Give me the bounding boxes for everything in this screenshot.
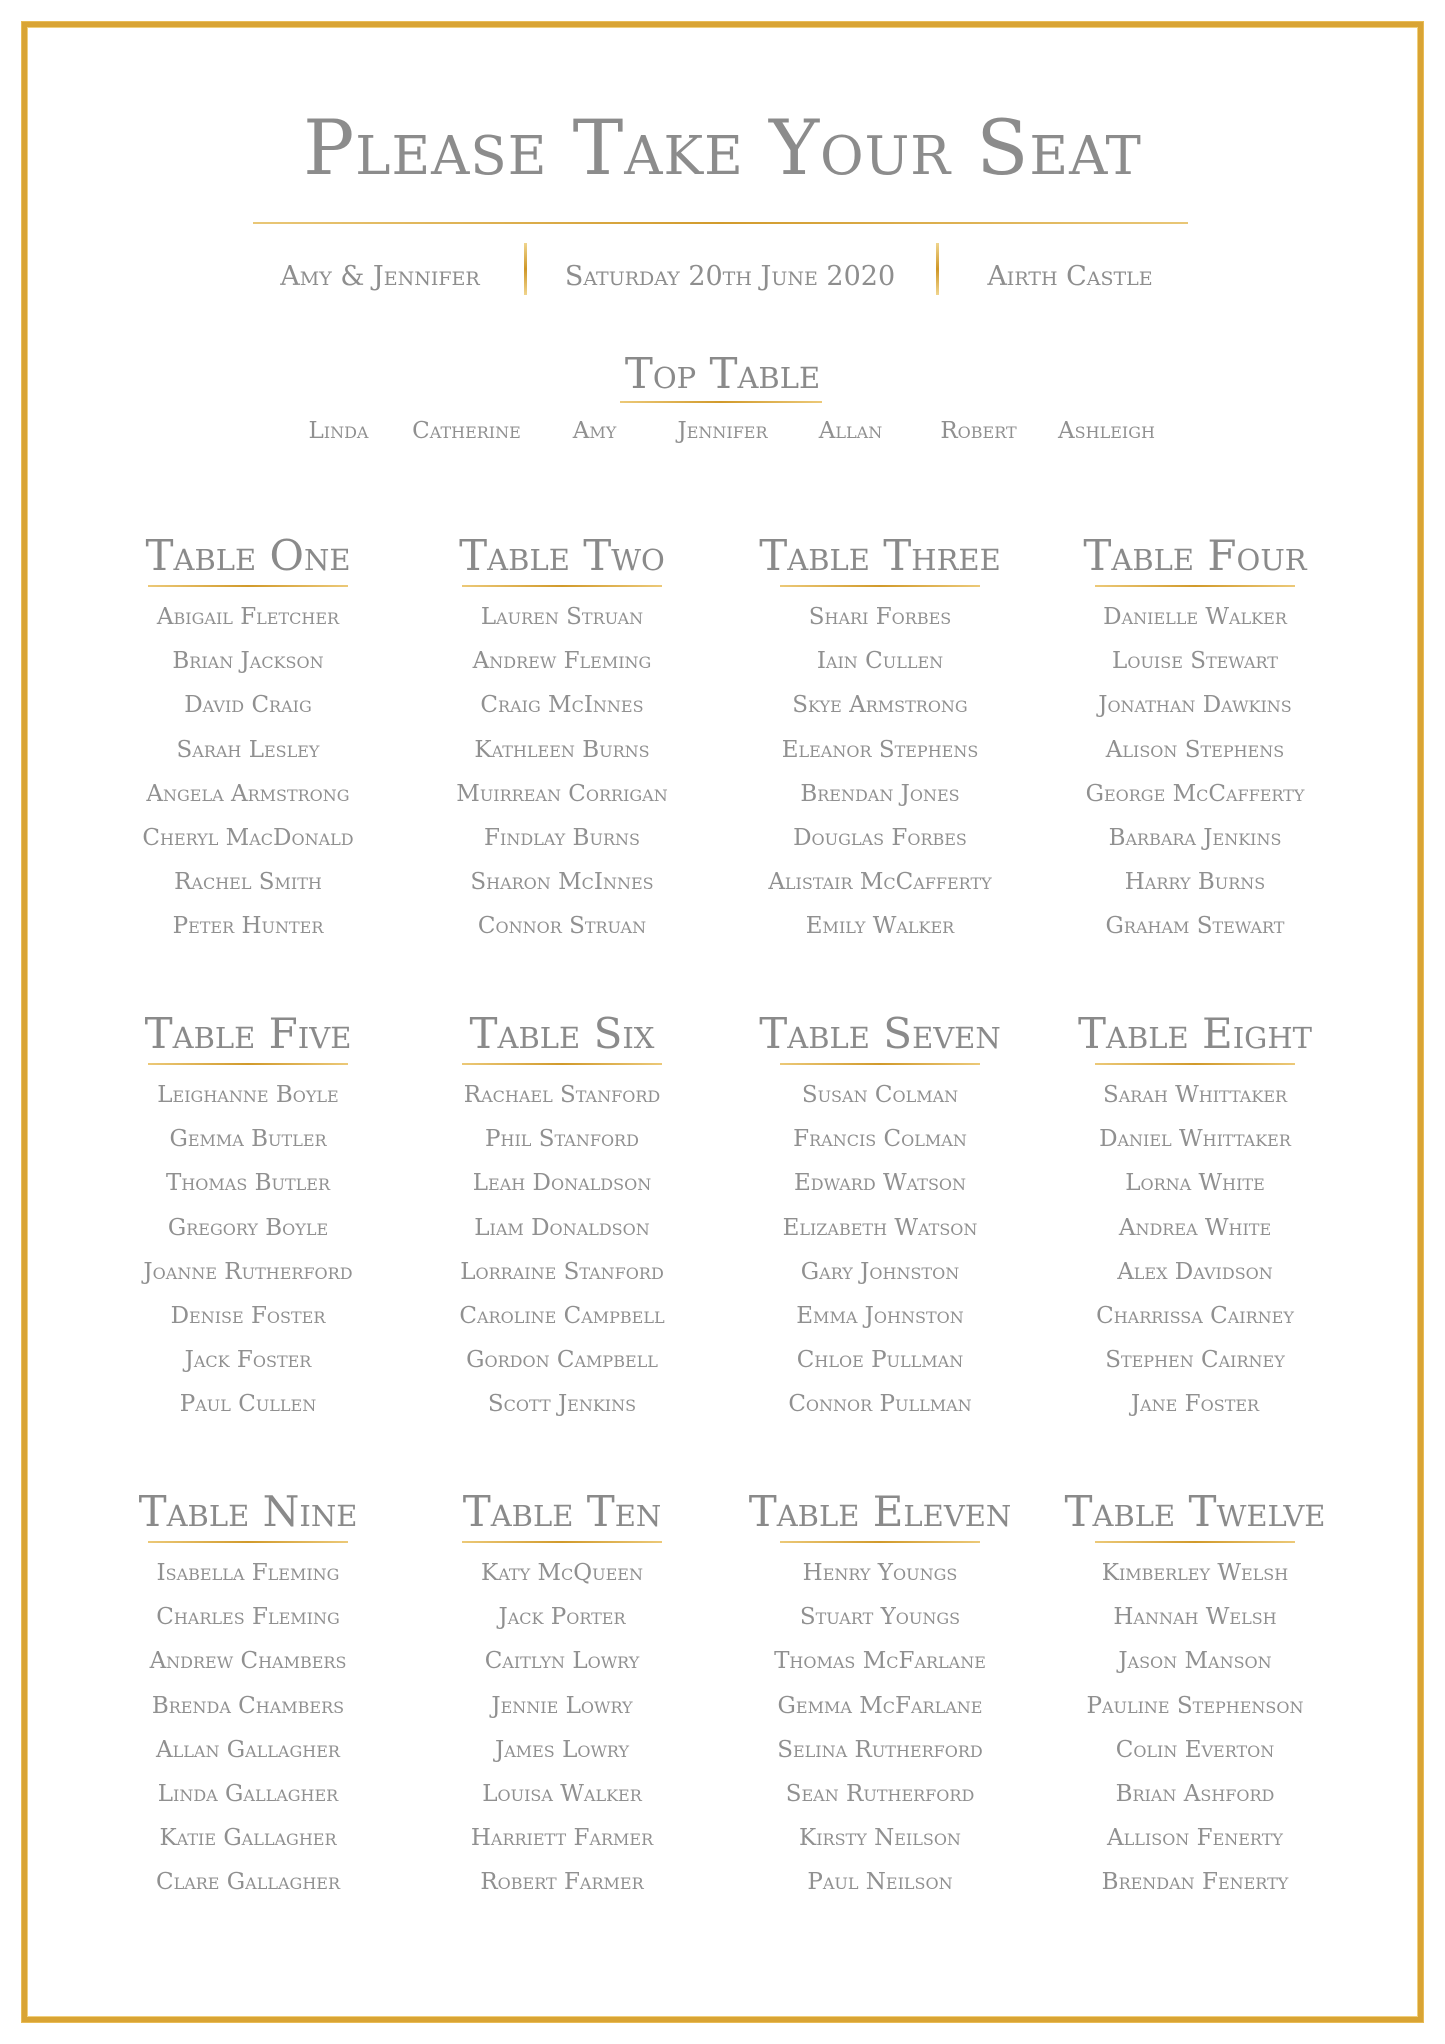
guest-name: Stuart Youngs xyxy=(799,1604,961,1631)
guest-name: Shari Forbes xyxy=(808,604,952,630)
couple-names: Amy & Jennifer xyxy=(280,260,480,292)
top-table-guest: Ashleigh xyxy=(1058,418,1155,444)
event-date: Saturday 20th June 2020 xyxy=(564,260,896,292)
guest-name: Muirrean Corrigan xyxy=(456,780,668,807)
table-heading: Table Five xyxy=(144,1009,352,1058)
guest-name: Pauline Stephenson xyxy=(1086,1692,1304,1719)
guest-name: Sharon McInnes xyxy=(470,869,654,896)
table-guest-list xyxy=(91,595,406,949)
guest-name: Harriett Farmer xyxy=(470,1825,654,1852)
table-heading: Table Two xyxy=(459,531,665,580)
table-guest-list xyxy=(723,595,1038,949)
guest-name: Louise Stewart xyxy=(1112,648,1278,675)
guest-name: Sarah Lesley xyxy=(176,736,320,763)
table-heading-divider xyxy=(148,1063,348,1065)
guest-name: Leighanne Boyle xyxy=(157,1082,339,1108)
top-table-guest-list xyxy=(0,416,1445,446)
guest-name: Caroline Campbell xyxy=(459,1302,665,1329)
table-heading-divider xyxy=(780,1541,980,1543)
table-heading-divider xyxy=(148,585,348,587)
table-heading-divider xyxy=(462,1063,662,1065)
table-guest-list xyxy=(91,1073,406,1427)
table-heading-divider xyxy=(462,585,662,587)
table-guest-list xyxy=(91,1551,406,1905)
table-heading: Table Eight xyxy=(1078,1009,1312,1058)
guest-name: Eleanor Stephens xyxy=(781,736,979,763)
guest-name: Gregory Boyle xyxy=(167,1214,329,1241)
guest-name: Colin Everton xyxy=(1115,1736,1275,1763)
guest-name: Gemma Butler xyxy=(169,1126,327,1153)
table-guest-list xyxy=(1038,595,1353,949)
guest-name: Daniel Whittaker xyxy=(1099,1126,1291,1153)
guest-name: Leah Donaldson xyxy=(472,1170,652,1197)
table-guest-list xyxy=(723,1073,1038,1427)
guest-name: Gemma McFarlane xyxy=(777,1692,983,1719)
guest-name: Jack Foster xyxy=(184,1347,312,1374)
guest-name: Charrissa Cairney xyxy=(1096,1302,1294,1329)
table-block xyxy=(405,1486,720,1905)
table-block xyxy=(91,1486,406,1905)
top-table-guest: Linda xyxy=(308,418,369,444)
guest-name: Thomas Butler xyxy=(165,1170,331,1197)
table-heading: Table Twelve xyxy=(1064,1487,1326,1536)
guest-name: Louisa Walker xyxy=(482,1780,642,1807)
guest-name: Andrea White xyxy=(1118,1214,1272,1241)
event-venue: Airth Castle xyxy=(987,260,1153,292)
guest-name: Jack Porter xyxy=(498,1604,626,1631)
guest-name: Peter Hunter xyxy=(172,913,324,940)
guest-name: Caitlyn Lowry xyxy=(484,1648,640,1675)
table-heading: Table One xyxy=(145,531,351,580)
table-heading-divider xyxy=(462,1541,662,1543)
guest-name: Brendan Fenerty xyxy=(1101,1869,1289,1896)
guest-name: Hannah Welsh xyxy=(1113,1604,1277,1631)
guest-name: Douglas Forbes xyxy=(793,824,967,851)
guest-name: Danielle Walker xyxy=(1103,604,1287,630)
guest-name: Charles Fleming xyxy=(156,1604,340,1631)
guest-name: Brian Jackson xyxy=(172,648,324,675)
guest-name: Denise Foster xyxy=(170,1302,326,1329)
guest-name: Paul Neilson xyxy=(807,1869,953,1896)
guest-name: Brenda Chambers xyxy=(151,1692,345,1719)
guest-name: Alex Davidson xyxy=(1117,1258,1273,1285)
table-heading: Table Six xyxy=(469,1009,655,1058)
table-block xyxy=(723,1008,1038,1427)
top-table-guest: Amy xyxy=(572,418,617,444)
guest-name: Edward Watson xyxy=(793,1170,967,1197)
guest-name: Cheryl MacDonald xyxy=(142,824,354,851)
table-heading-divider xyxy=(780,1063,980,1065)
header-separator xyxy=(936,243,939,295)
guest-name: Allan Gallagher xyxy=(156,1736,340,1763)
guest-name: Skye Armstrong xyxy=(792,692,968,719)
top-table-divider xyxy=(620,401,822,403)
guest-name: Harry Burns xyxy=(1124,869,1266,896)
guest-name: Andrew Chambers xyxy=(149,1648,347,1675)
top-table-guest: Catherine xyxy=(412,418,521,444)
guest-name: Kimberley Welsh xyxy=(1101,1560,1289,1586)
guest-name: Alistair McCafferty xyxy=(768,869,992,896)
guest-name: Lorraine Stanford xyxy=(460,1258,664,1285)
guest-name: Jason Manson xyxy=(1118,1648,1272,1675)
guest-name: Connor Pullman xyxy=(788,1391,972,1418)
guest-name: Robert Farmer xyxy=(480,1869,644,1896)
guest-name: Francis Colman xyxy=(793,1126,967,1153)
guest-name: Lorna White xyxy=(1125,1170,1265,1197)
guest-name: Brendan Jones xyxy=(800,780,960,807)
guest-name: Kathleen Burns xyxy=(474,736,650,763)
table-heading-divider xyxy=(1095,1541,1295,1543)
guest-name: Lauren Struan xyxy=(480,604,644,630)
guest-name: Jane Foster xyxy=(1130,1391,1260,1418)
table-block xyxy=(723,1486,1038,1905)
table-guest-list xyxy=(723,1551,1038,1905)
table-heading-divider xyxy=(1095,1063,1295,1065)
guest-name: James Lowry xyxy=(494,1736,630,1763)
guest-name: Clare Gallagher xyxy=(155,1869,340,1896)
guest-name: Allison Fenerty xyxy=(1107,1825,1283,1852)
title-divider xyxy=(253,222,1188,224)
table-block xyxy=(1038,1008,1353,1427)
guest-name: Katie Gallagher xyxy=(159,1825,337,1852)
guest-name: Chloe Pullman xyxy=(796,1347,964,1374)
table-heading: Table Ten xyxy=(462,1487,662,1536)
guest-name: Angela Armstrong xyxy=(146,780,350,807)
guest-name: David Craig xyxy=(184,692,312,719)
table-block xyxy=(1038,1486,1353,1905)
table-heading: Table Three xyxy=(759,531,1001,580)
table-heading: Table Nine xyxy=(138,1487,358,1536)
guest-name: Emma Johnston xyxy=(796,1302,964,1329)
guest-name: Joanne Rutherford xyxy=(143,1258,353,1285)
table-guest-list xyxy=(1038,1551,1353,1905)
guest-name: Brian Ashford xyxy=(1115,1780,1275,1807)
table-block xyxy=(723,530,1038,949)
table-guest-list xyxy=(405,595,720,949)
table-block xyxy=(405,530,720,949)
page-title: Please Take Your Seat xyxy=(303,103,1142,192)
guest-name: Linda Gallagher xyxy=(157,1780,339,1807)
guest-name: Stephen Cairney xyxy=(1105,1347,1285,1374)
top-table-guest: Allan xyxy=(818,418,883,444)
guest-name: Rachael Stanford xyxy=(463,1082,661,1108)
guest-name: Alison Stephens xyxy=(1105,736,1285,763)
table-heading-divider xyxy=(148,1541,348,1543)
guest-name: Susan Colman xyxy=(801,1082,959,1108)
table-guest-list xyxy=(405,1551,720,1905)
table-heading: Table Four xyxy=(1083,531,1307,580)
guest-name: Connor Struan xyxy=(477,913,647,940)
guest-name: Scott Jenkins xyxy=(487,1391,637,1418)
top-table-guest: Jennifer xyxy=(677,418,768,444)
guest-name: Elizabeth Watson xyxy=(782,1214,978,1241)
table-heading: Table Eleven xyxy=(748,1487,1012,1536)
guest-name: Craig McInnes xyxy=(480,692,644,719)
table-block xyxy=(91,530,406,949)
guest-name: Phil Stanford xyxy=(485,1126,639,1153)
guest-name: Findlay Burns xyxy=(484,824,640,851)
guest-name: Jennie Lowry xyxy=(491,1692,633,1719)
guest-name: Paul Cullen xyxy=(179,1391,317,1418)
top-table-guest: Robert xyxy=(940,418,1017,444)
table-block xyxy=(405,1008,720,1427)
header-separator xyxy=(524,243,527,295)
guest-name: Isabella Fleming xyxy=(156,1560,340,1586)
guest-name: Graham Stewart xyxy=(1105,913,1285,940)
guest-name: Rachel Smith xyxy=(174,869,322,896)
guest-name: Selina Rutherford xyxy=(777,1736,983,1763)
top-table-heading: Top Table xyxy=(624,349,821,398)
table-heading: Table Seven xyxy=(759,1009,1001,1058)
table-guest-list xyxy=(1038,1073,1353,1427)
guest-name: Gordon Campbell xyxy=(466,1347,658,1374)
table-block xyxy=(1038,530,1353,949)
guest-name: Andrew Fleming xyxy=(472,648,652,675)
table-heading-divider xyxy=(1095,585,1295,587)
guest-name: Gary Johnston xyxy=(800,1258,960,1285)
guest-name: Liam Donaldson xyxy=(474,1214,650,1241)
guest-name: Henry Youngs xyxy=(802,1560,958,1586)
guest-name: George McCafferty xyxy=(1085,780,1305,807)
guest-name: Thomas McFarlane xyxy=(774,1648,986,1675)
table-guest-list xyxy=(405,1073,720,1427)
guest-name: Barbara Jenkins xyxy=(1108,824,1282,851)
table-heading-divider xyxy=(780,585,980,587)
guest-name: Emily Walker xyxy=(805,913,955,940)
guest-name: Katy McQueen xyxy=(481,1560,643,1586)
guest-name: Iain Cullen xyxy=(816,648,944,675)
table-block xyxy=(91,1008,406,1427)
guest-name: Jonathan Dawkins xyxy=(1098,692,1292,719)
guest-name: Sarah Whittaker xyxy=(1102,1082,1288,1108)
guest-name: Kirsty Neilson xyxy=(799,1825,961,1852)
guest-name: Sean Rutherford xyxy=(785,1780,975,1807)
guest-name: Abigail Fletcher xyxy=(156,604,340,630)
